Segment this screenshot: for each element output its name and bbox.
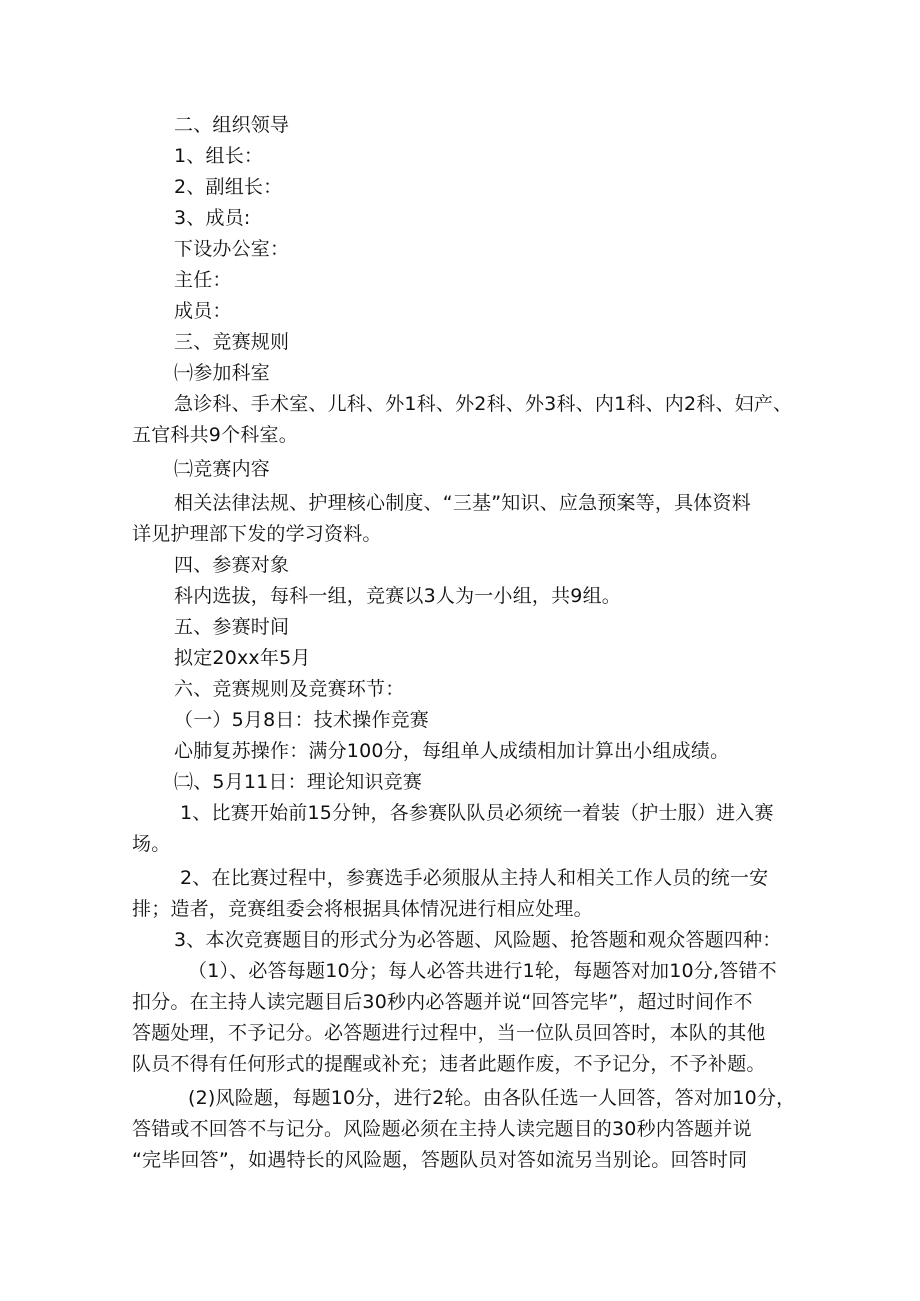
document-body <box>132 110 797 1176</box>
paragraph-line: 答题处理，不予记分。必答题进行过程中，当一位队员回答时，本队的其他 <box>132 1022 766 1044</box>
section-heading-time: 五、参赛时间 <box>174 616 290 638</box>
subheading-skills-contest: （一）5月8日：技术操作竞赛 <box>174 709 429 731</box>
paragraph-line: 队员不得有任何形式的提醒或补充；违者此题作废，不予记分，不予补题。 <box>132 1053 766 1075</box>
paragraph-line: 排；造者，竞赛组委会将根据具体情况进行相应处理。 <box>132 898 593 920</box>
item-deputy-leader: 2、副组长： <box>174 176 283 198</box>
paragraph-line: 拟定20xx年5月 <box>174 647 311 669</box>
paragraph-line: 科内选拔，每科一组，竞赛以3人为一小组，共9组。 <box>174 585 621 607</box>
paragraph-line: 场。 <box>132 833 171 855</box>
item-office: 下设办公室： <box>174 238 290 260</box>
item-director: 主任： <box>174 269 232 291</box>
subheading-departments: ㈠参加科室 <box>174 362 271 384</box>
item-members: 3、成员: <box>174 207 251 229</box>
paragraph-line: 1、比赛开始前15分钟，各参赛队队员必须统一着装（护士服）进入赛 <box>180 802 774 824</box>
section-heading-procedure: 六、竞赛规则及竞赛环节： <box>174 678 405 700</box>
paragraph-line: 3、本次竞赛题目的形式分为必答题、风险题、抢答题和观众答题四种： <box>174 929 782 951</box>
paragraph-line: 2、在比赛过程中，参赛选手必须服从主持人和相关工作人员的统一安 <box>180 867 769 889</box>
paragraph-line: 五官科共9个科室。 <box>132 424 298 446</box>
paragraph-line: 急诊科、手术室、儿科、外1科、外2科、外3科、内1科、内2科、妇产、 <box>174 393 793 415</box>
paragraph-line: 相关法律法规、护理核心制度、“三基”知识、应急预案等，具体资料 <box>174 492 751 514</box>
paragraph-line: 心肺复苏操作：满分100分，每组单人成绩相加计算出小组成绩。 <box>174 740 730 762</box>
paragraph-line: （1）、必答每题10分；每人必答共进行1轮，每题答对加10分,答错不 <box>188 960 777 982</box>
paragraph-line: 答错或不回答不与记分。风险题必须在主持人读完题目的30秒内答题并说 <box>132 1118 752 1140</box>
item-leader: 1、组长： <box>174 145 264 167</box>
subheading-theory-contest: ㈡、5月11日：理论知识竞赛 <box>174 771 423 793</box>
paragraph-line: 扣分。在主持人读完题目后30秒内必答题并说“回答完毕”，超过时间作不 <box>132 991 753 1013</box>
item-office-members: 成员： <box>174 300 232 322</box>
subheading-content: ㈡竞赛内容 <box>174 458 271 480</box>
section-heading-rules: 三、竞赛规则 <box>174 331 290 353</box>
paragraph-line: (2)风险题，每题10分，进行2轮。由各队任选一人回答，答对加10分， <box>188 1087 796 1109</box>
paragraph-line: 详见护理部下发的学习资料。 <box>132 523 382 545</box>
paragraph-line: “完毕回答”，如遇特长的风险题，答题队员对答如流另当别论。回答时同 <box>132 1149 748 1171</box>
section-heading-organization: 二、组织领导 <box>174 114 290 136</box>
section-heading-participants: 四、参赛对象 <box>174 554 290 576</box>
